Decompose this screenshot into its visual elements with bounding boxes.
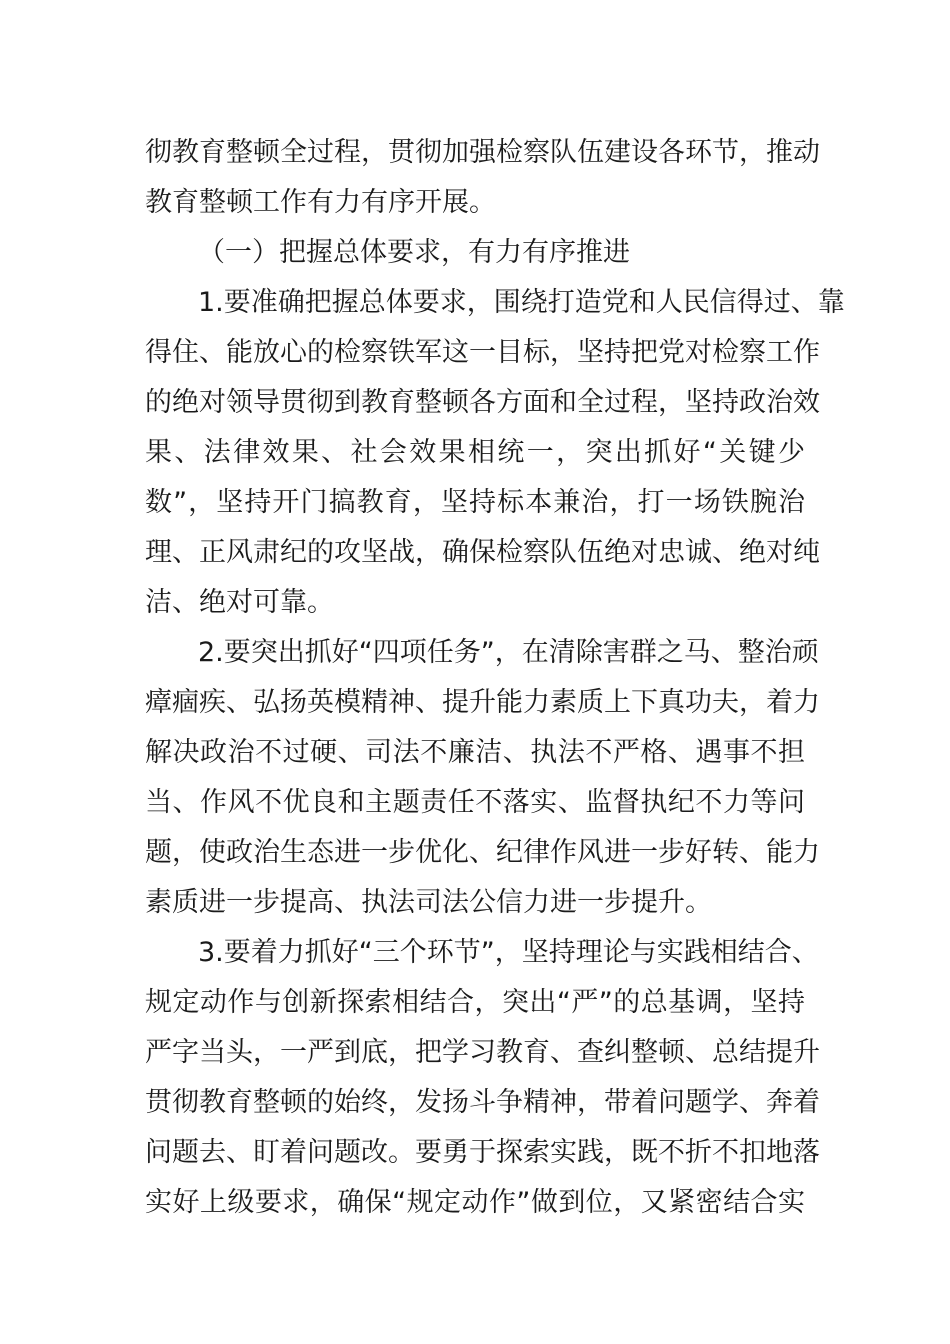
text-line: 得住、能放心的检察铁军这一目标，坚持把党对检察工作 <box>145 337 820 368</box>
text-line: 问题去、盯着问题改。要勇于探索实践，既不折不扣地落 <box>145 1137 820 1168</box>
text-line: 当、作风不优良和主题责任不落实、监督执纪不力等问 <box>145 787 805 818</box>
text-line: 教育整顿工作有力有序开展。 <box>145 187 496 218</box>
text-line: 2.要突出抓好“四项任务”，在清除害群之马、整治顽 <box>198 637 819 668</box>
text-line: 彻教育整顿全过程，贯彻加强检察队伍建设各环节，推动 <box>145 137 820 168</box>
text-line: 素质进一步提高、执法司法公信力进一步提升。 <box>145 887 712 918</box>
text-line: 规定动作与创新探索相结合，突出“严”的总基调，坚持 <box>145 987 805 1018</box>
section-heading: （一）把握总体要求，有力有序推进 <box>198 237 630 268</box>
text-line: 果、法律效果、社会效果相统一，突出抓好“关键少 <box>145 437 805 468</box>
text-line: 严字当头，一严到底，把学习教育、查纠整顿、总结提升 <box>145 1037 820 1068</box>
text-line: 题，使政治生态进一步优化、纪律作风进一步好转、能力 <box>145 837 820 868</box>
text-line: 洁、绝对可靠。 <box>145 587 334 618</box>
text-line: 瘴痼疾、弘扬英模精神、提升能力素质上下真功夫，着力 <box>145 687 820 718</box>
text-line: 3.要着力抓好“三个环节”，坚持理论与实践相结合、 <box>198 937 819 968</box>
text-line: 的绝对领导贯彻到教育整顿各方面和全过程，坚持政治效 <box>145 387 820 418</box>
text-line: 1.要准确把握总体要求，围绕打造党和人民信得过、靠 <box>198 287 845 318</box>
text-line: 解决政治不过硬、司法不廉洁、执法不严格、遇事不担 <box>145 737 805 768</box>
text-line: 理、正风肃纪的攻坚战，确保检察队伍绝对忠诚、绝对纯 <box>145 537 820 568</box>
text-line: 贯彻教育整顿的始终，发扬斗争精神，带着问题学、奔着 <box>145 1087 820 1118</box>
text-line: 数”，坚持开门搞教育，坚持标本兼治，打一场铁腕治 <box>145 487 805 518</box>
text-line: 实好上级要求，确保“规定动作”做到位，又紧密结合实 <box>145 1187 805 1218</box>
